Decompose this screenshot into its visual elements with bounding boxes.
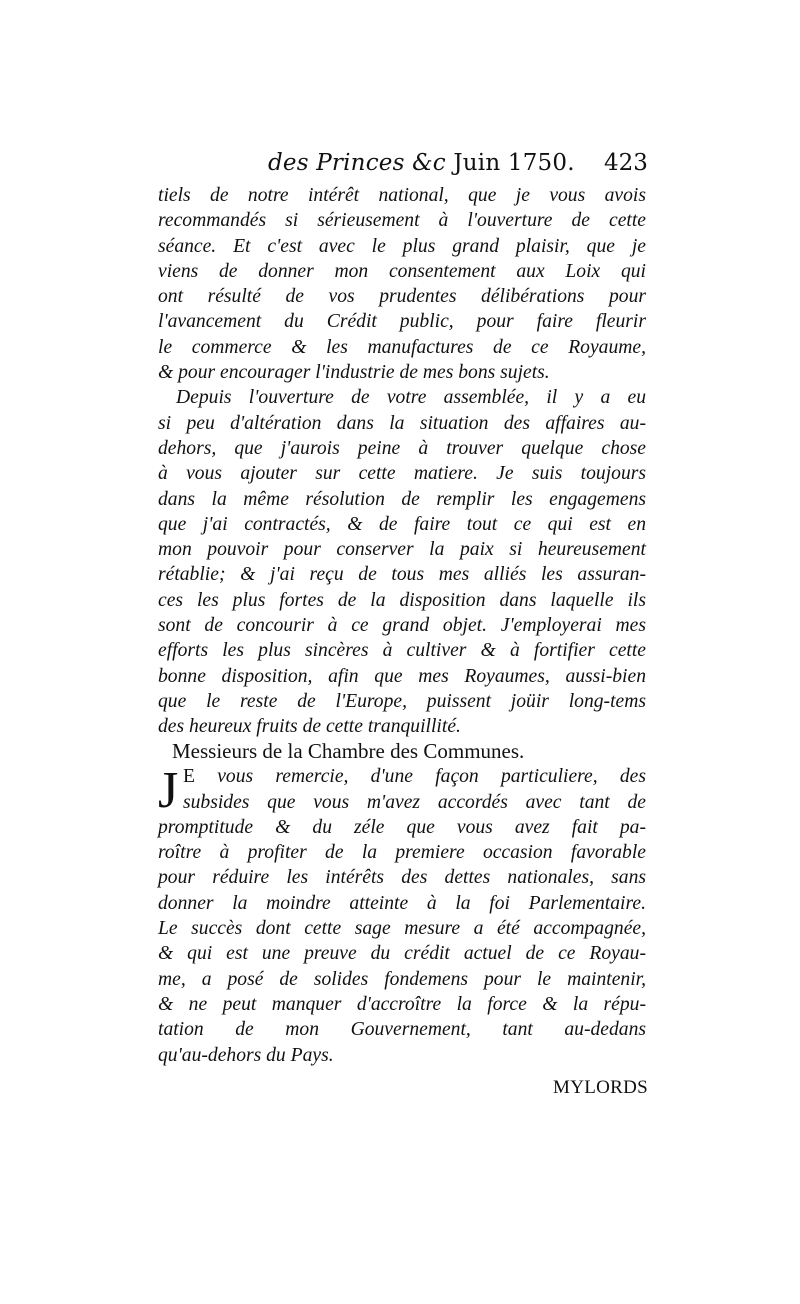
page-number: 423	[604, 150, 648, 176]
text-line: efforts les plus sincères à cultiver & à fortifier cette	[158, 640, 646, 662]
text-line: & ne peut manquer d'accroître la force & la répu-	[158, 993, 646, 1015]
text-line: l'avancement du Crédit public, pour faire fleurir	[158, 311, 646, 333]
text-line: tiels de notre intérêt national, que je vous avois	[158, 185, 646, 206]
running-title: des Princes &c	[268, 150, 446, 176]
text-line: subsides que vous m'avez accordés avec tant de	[183, 791, 646, 813]
text-line: à vous ajouter sur cette matiere. Je suis toujours	[158, 463, 646, 485]
text-line: & pour encourager l'industrie de mes bons sujets.	[158, 362, 550, 384]
text-line	[158, 764, 646, 789]
text-line: qu'au-dehors du Pays.	[158, 1044, 334, 1066]
text-line: des heureux fruits de cette tranquillité.	[158, 716, 461, 738]
text-line: si peu d'altération dans la situation des affaires au-	[158, 412, 646, 434]
text-line: donner la moindre atteinte à la foi Parlementaire.	[158, 892, 646, 914]
text-line: bonne disposition, afin que mes Royaumes, aussi-bien	[158, 665, 646, 687]
drop-cap-paragraph	[158, 762, 646, 820]
text-line: me, a posé de solides fondemens pour le maintenir,	[158, 968, 646, 990]
catchword: MYLORDS	[553, 1077, 649, 1098]
text-line: mon pouvoir pour conserver la paix si heureusement	[158, 539, 646, 561]
text-line: pour réduire les intérêts des dettes nationales, sans	[158, 867, 646, 889]
first-word-rest: E	[183, 766, 195, 788]
text-line: dans la même résolution de remplir les engagemens	[158, 488, 646, 510]
text-line: ces les plus fortes de la disposition dans laquelle ils	[158, 589, 646, 611]
text-line: roître à profiter de la premiere occasion favorable	[158, 842, 646, 864]
text-line: viens de donner mon consentement aux Loix qui	[158, 260, 646, 282]
text-line: sont de concourir à ce grand objet. J'employerai mes	[158, 615, 646, 637]
body-text-upper	[158, 183, 646, 740]
drop-cap: J	[158, 762, 179, 820]
text-line: séance. Et c'est avec le plus grand plaisir, que je	[158, 235, 646, 257]
text-line: que j'ai contractés, & de faire tout ce qui est en	[158, 513, 646, 535]
text-line: Depuis l'ouverture de votre assemblée, il y a eu	[176, 387, 646, 409]
text-line: & qui est une preuve du crédit actuel de ce Royau-	[158, 943, 646, 965]
text-line: promptitude & du zéle que vous avez fait pa-	[158, 816, 646, 838]
running-head	[268, 150, 658, 176]
text-line: rétablie; & j'ai reçu de tous mes alliés les assuran-	[158, 564, 646, 586]
text-line: que le reste de l'Europe, puissent joüir long-tems	[158, 690, 646, 712]
text-line: tation de mon Gouvernement, tant au-dedans	[158, 1019, 646, 1041]
text-line: ont résulté de vos prudentes délibérations pour	[158, 286, 646, 308]
body-text-lower	[158, 739, 646, 1068]
section-heading: Messieurs de la Chambre des Communes.	[172, 739, 525, 763]
text-line-content: vous remercie, d'une façon particuliere, des	[217, 766, 646, 788]
text-line: recommandés si sérieusement à l'ouverture de cette	[158, 210, 646, 232]
text-line: Le succès dont cette sage mesure a été accompagnée,	[158, 918, 646, 940]
text-line: le commerce & les manufactures de ce Royaume,	[158, 336, 646, 358]
running-date: Juin 1750.	[453, 150, 575, 176]
text-line: dehors, que j'aurois peine à trouver quelque chose	[158, 437, 646, 459]
